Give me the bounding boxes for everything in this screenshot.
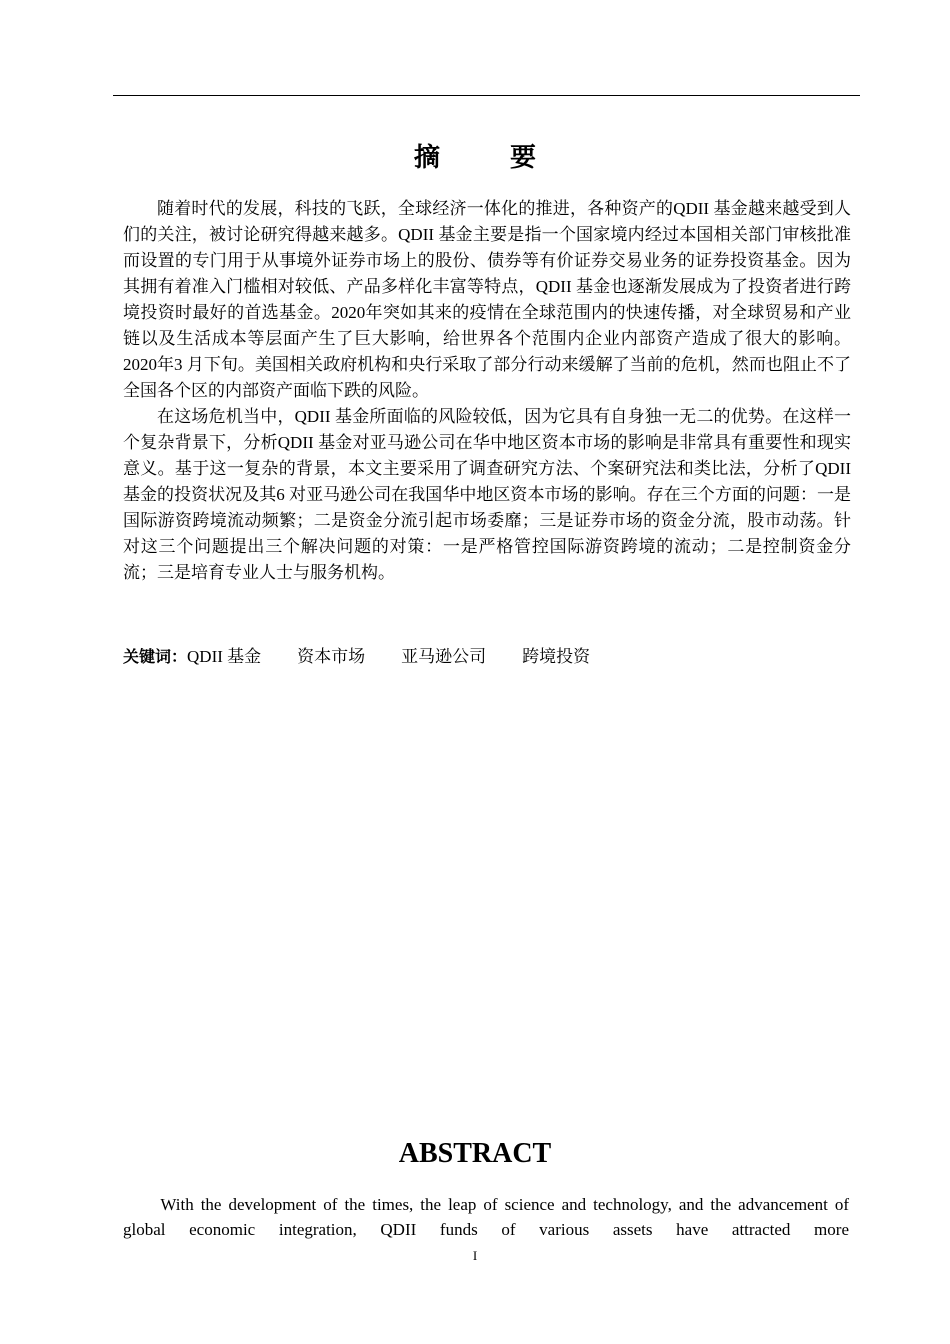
keyword-item: 亚马逊公司: [401, 647, 487, 666]
page-number: I: [472, 1248, 478, 1263]
chinese-title-char-1: 摘: [413, 143, 440, 173]
keywords-line: [123, 644, 626, 670]
chinese-abstract-body: [123, 196, 851, 586]
chinese-abstract-title: [0, 140, 950, 176]
chinese-title-char-2: 要: [510, 143, 537, 173]
keyword-item: 资本市场: [297, 647, 366, 666]
header-rule: [113, 95, 860, 96]
keyword-item: 跨境投资: [522, 647, 591, 666]
chinese-abstract-paragraph-2: 在这场危机当中，QDII 基金所面临的风险较低，因为它具有自身独一无二的优势。在这样一个复杂背景下，分析QDII 基金对亚马逊公司在华中地区资本市场的影响是非常具有重要性和现实意义。基于这一复杂的背景，本文主要采用了调查研究方法、个案研究法和类比法，分析了QDII 基金的投资状况及其6 对亚马逊公司在我国华中地区资本市场的影响。存在三个方面的问题：一是国际游资跨境流动频繁；二是资金分流引起市场委靡；三是证券市场的资金分流，股市动荡。针对这三个问题提出三个解决问题的对策：一是严格管控国际游资跨境的流动；二是控制资金分流；三是培育专业人士与服务机构。: [123, 407, 851, 582]
keyword-item: QDII 基金: [187, 647, 262, 666]
english-abstract-title: ABSTRACT: [398, 1138, 552, 1169]
english-abstract-paragraph-1: With the development of the times, the leap of science and technology, and the advancement of global economic integration, QDII funds of various assets have attracted more: [123, 1195, 849, 1239]
english-abstract-body: [123, 1192, 849, 1242]
keywords-label: 关键词：: [123, 647, 188, 666]
chinese-abstract-paragraph-1: 随着时代的发展，科技的飞跃，全球经济一体化的推进，各种资产的QDII 基金越来越受到人们的关注，被讨论研究得越来越多。QDII 基金主要是指一个国家境内经过本国相关部门审核批准而设置的专门用于从事境外证券市场上的股份、债券等有价证券交易业务的证券投资基金。因为其拥有着准入门槛相对较低、产品多样化丰富等特点，QDII 基金也逐渐发展成为了投资者进行跨境投资时最好的首选基金。2020年突如其来的疫情在全球范围内的快速传播，对全球贸易和产业链以及生活成本等层面产生了巨大影响，给世界各个范围内企业内部资产造成了很大的影响。2020年3 月下旬。美国相关政府机构和央行采取了部分行动来缓解了当前的危机，然而也阻止不了全国各个区的内部资产面临下跌的风险。: [123, 199, 851, 400]
